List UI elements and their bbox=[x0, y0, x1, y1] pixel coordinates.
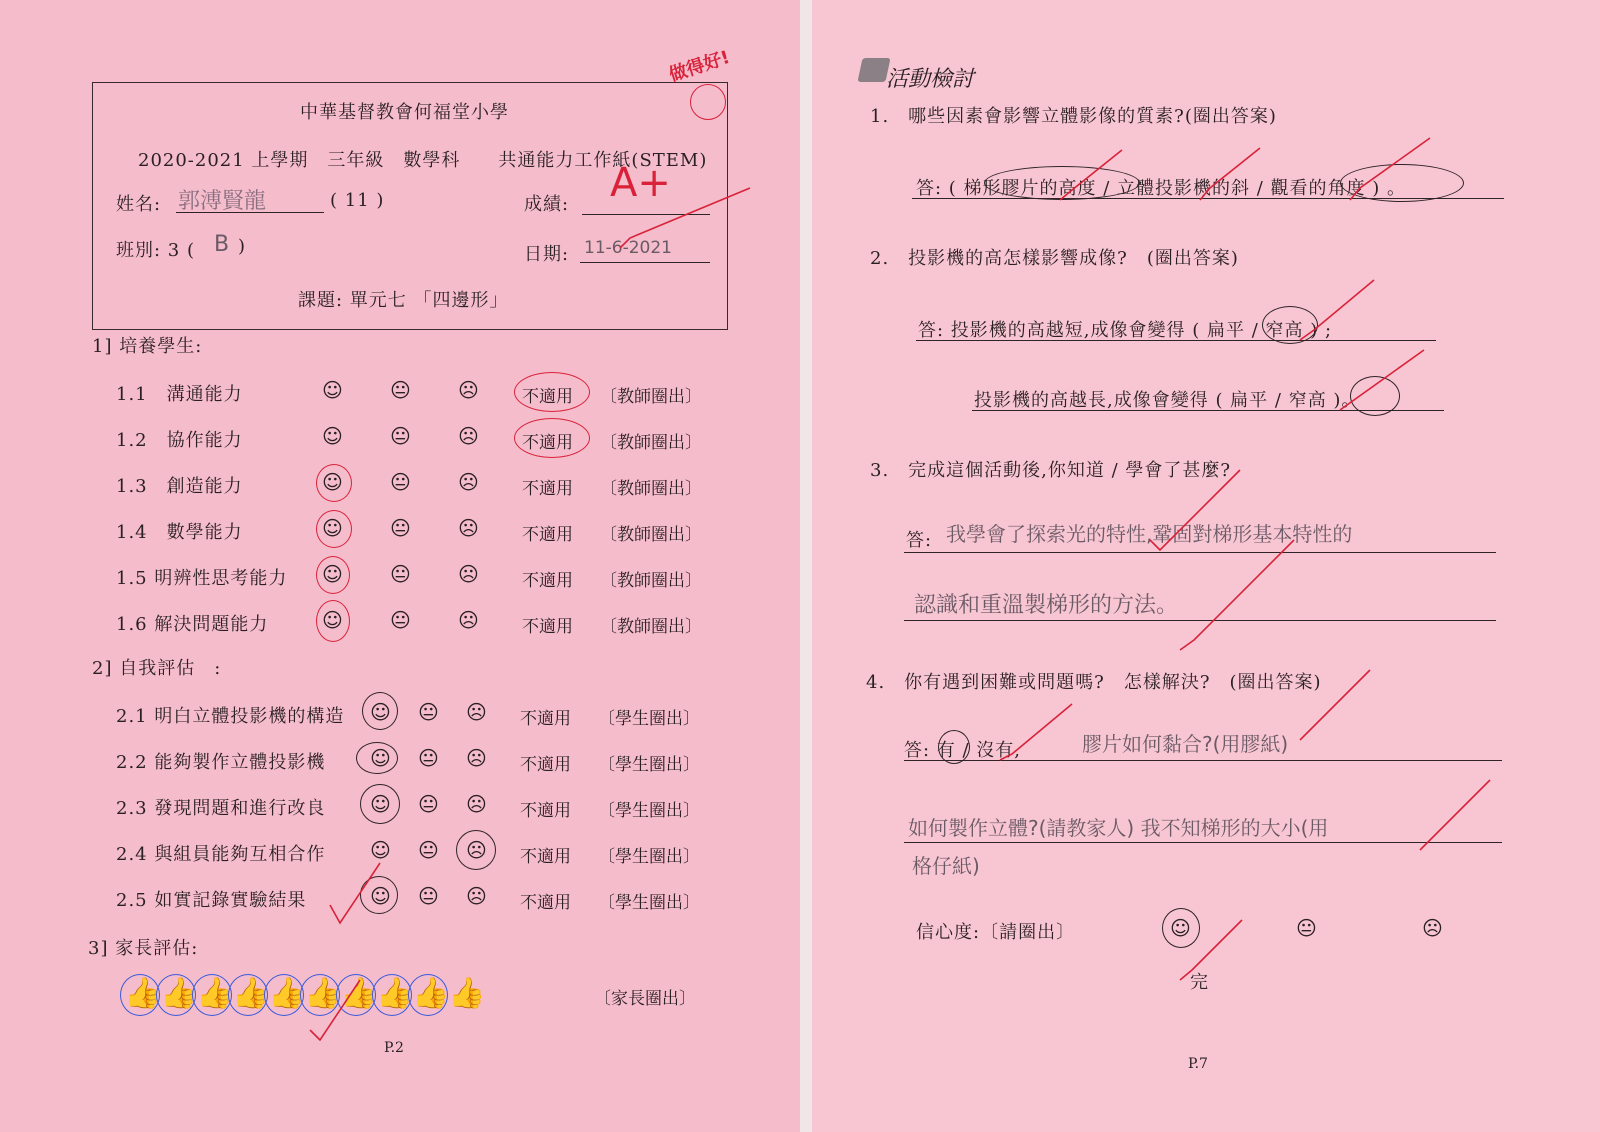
thumbs-up-icon: 👍 bbox=[124, 976, 162, 1011]
student-circle-note: 〔學生圈出〕 bbox=[598, 801, 700, 821]
black-circle-mark bbox=[360, 784, 400, 824]
end-mark: 完 bbox=[1190, 972, 1209, 993]
face-good-icon: ☺ bbox=[322, 470, 343, 494]
student-circle-note: 〔學生圈出〕 bbox=[598, 755, 700, 775]
self-eval-label: 2.2 能夠製作立體投影機 bbox=[116, 752, 326, 773]
blue-circle-mark bbox=[156, 974, 196, 1016]
answer-3-prefix: 答: bbox=[906, 530, 933, 551]
not-applicable: 不適用 bbox=[522, 433, 573, 453]
class-value: B bbox=[214, 232, 230, 257]
date-underline bbox=[580, 262, 710, 263]
worksheet-subtitle: 2020-2021 上學期 三年級 數學科 共通能力工作紙(STEM) bbox=[138, 150, 708, 171]
thumbs-up-icon: 👍 bbox=[448, 976, 486, 1011]
parent-circle-note: 〔家長圈出〕 bbox=[594, 989, 696, 1009]
question-4: 4. 你有遇到困難或問題嗎? 怎樣解決? (圈出答案) bbox=[866, 672, 1322, 693]
face-neutral-icon: 😐 bbox=[390, 470, 411, 494]
class-close: ) bbox=[238, 236, 247, 257]
face-good-icon: ☺ bbox=[322, 378, 343, 402]
face-neutral-icon: 😐 bbox=[418, 746, 439, 770]
teacher-praise: 做得好! bbox=[666, 46, 733, 87]
face-bad-icon: ☹ bbox=[466, 838, 487, 862]
blue-circle-mark bbox=[228, 974, 268, 1016]
face-bad-icon: ☹ bbox=[466, 700, 487, 724]
face-neutral-icon: 😐 bbox=[418, 884, 439, 908]
student-circle-note: 〔學生圈出〕 bbox=[598, 847, 700, 867]
teacher-circle-note: 〔教師圈出〕 bbox=[600, 387, 702, 407]
answer-2a: 答: 投影機的高越短,成像會變得 ( 扁平 / 窄高 ) ; bbox=[918, 320, 1333, 341]
face-bad-icon: ☹ bbox=[458, 608, 479, 632]
black-circle-mark bbox=[1340, 164, 1464, 202]
grade-underline bbox=[582, 214, 710, 215]
self-eval-label: 2.5 如實記錄實驗結果 bbox=[116, 890, 307, 911]
name-value: 郭溥賢龍 bbox=[178, 189, 267, 214]
face-bad-icon: ☹ bbox=[466, 884, 487, 908]
answer-4-line1-underline bbox=[904, 760, 1502, 761]
face-bad-icon: ☹ bbox=[466, 792, 487, 816]
question-1: 1. 哪些因素會影響立體影像的質素?(圈出答案) bbox=[870, 106, 1277, 127]
thumbs-up-icon: 👍 bbox=[376, 976, 414, 1011]
name-label: 姓名: bbox=[116, 194, 162, 215]
question-2: 2. 投影機的高怎樣影響成像? (圈出答案) bbox=[870, 248, 1239, 269]
grade-value: A+ bbox=[610, 160, 671, 206]
page-number: P.2 bbox=[384, 1040, 404, 1056]
face-good-icon: ☺ bbox=[370, 884, 391, 908]
answer-4-prefix: 答: 有 / 沒有, bbox=[904, 740, 1022, 761]
face-bad-icon: ☹ bbox=[458, 562, 479, 586]
black-circle-mark bbox=[360, 876, 398, 914]
date-label: 日期: bbox=[524, 244, 570, 265]
blue-circle-mark bbox=[372, 974, 412, 1016]
page-gutter bbox=[800, 0, 812, 1132]
class-label: 班別: 3 ( bbox=[116, 240, 195, 261]
not-applicable: 不適用 bbox=[520, 709, 571, 729]
blue-circle-mark bbox=[264, 974, 304, 1016]
answer-4-line2-underline bbox=[904, 842, 1502, 843]
section3-title: 3] 家長評估: bbox=[88, 938, 199, 959]
face-neutral-icon: 😐 bbox=[390, 562, 411, 586]
skill-label: 1.2 協作能力 bbox=[116, 430, 243, 451]
question-3: 3. 完成這個活動後,你知道 / 學會了甚麼? bbox=[870, 460, 1232, 481]
not-applicable: 不適用 bbox=[522, 387, 573, 407]
date-value: 11-6-2021 bbox=[584, 238, 672, 258]
class-number: ( 11 ) bbox=[330, 190, 385, 211]
thumbs-up-icon: 👍 bbox=[196, 976, 234, 1011]
black-circle-mark bbox=[984, 166, 1140, 200]
name-underline bbox=[176, 212, 324, 213]
teacher-circle-note: 〔教師圈出〕 bbox=[600, 525, 702, 545]
thumbs-up-icon: 👍 bbox=[340, 976, 378, 1011]
skill-label: 1.1 溝通能力 bbox=[116, 384, 243, 405]
face-bad-icon: ☹ bbox=[458, 516, 479, 540]
teacher-circle-note: 〔教師圈出〕 bbox=[600, 617, 702, 637]
not-applicable: 不適用 bbox=[520, 847, 571, 867]
answer-1: 答: ( 梯形膠片的高度 / 立體投影機的斜 / 觀看的角度 ) 。 bbox=[916, 178, 1407, 199]
face-good-icon: ☺ bbox=[322, 424, 343, 448]
red-circle-mark bbox=[316, 510, 352, 548]
not-applicable: 不適用 bbox=[520, 801, 571, 821]
face-neutral-icon: 😐 bbox=[1296, 916, 1317, 940]
face-neutral-icon: 😐 bbox=[390, 516, 411, 540]
school-name: 中華基督教會何福堂小學 bbox=[300, 102, 509, 123]
black-circle-mark bbox=[362, 692, 398, 730]
skill-label: 1.3 創造能力 bbox=[116, 476, 243, 497]
not-applicable: 不適用 bbox=[522, 571, 573, 591]
blue-circle-mark bbox=[408, 974, 448, 1016]
thumbs-up-icon: 👍 bbox=[160, 976, 198, 1011]
section1-title: 1] 培養學生: bbox=[92, 336, 203, 357]
grade-label: 成績: bbox=[524, 194, 570, 215]
not-applicable: 不適用 bbox=[520, 893, 571, 913]
thumbs-up-icon: 👍 bbox=[232, 976, 270, 1011]
face-neutral-icon: 😐 bbox=[390, 378, 411, 402]
not-applicable: 不適用 bbox=[522, 617, 573, 637]
face-neutral-icon: 😐 bbox=[390, 424, 411, 448]
face-good-icon: ☺ bbox=[322, 562, 343, 586]
thumbs-up-icon: 👍 bbox=[268, 976, 306, 1011]
section2-title: 2] 自我評估 : bbox=[92, 658, 222, 679]
face-bad-icon: ☹ bbox=[458, 424, 479, 448]
face-good-icon: ☺ bbox=[370, 700, 391, 724]
black-circle-mark bbox=[1350, 376, 1400, 416]
teacher-circle-note: 〔教師圈出〕 bbox=[600, 479, 702, 499]
blue-circle-mark bbox=[336, 974, 376, 1016]
face-neutral-icon: 😐 bbox=[418, 838, 439, 862]
self-eval-label: 2.1 明白立體投影機的構造 bbox=[116, 706, 345, 727]
face-good-icon: ☺ bbox=[322, 608, 343, 632]
review-heading: 活動檢討 bbox=[886, 67, 975, 92]
not-applicable: 不適用 bbox=[520, 755, 571, 775]
answer-3-line2: 認識和重溫製梯形的方法。 bbox=[914, 593, 1179, 618]
blue-circle-mark bbox=[300, 974, 340, 1016]
red-circle-mark bbox=[316, 464, 352, 502]
red-circle-mark bbox=[514, 418, 590, 458]
answer-3-line2-underline bbox=[904, 620, 1496, 621]
black-circle-mark bbox=[356, 742, 398, 774]
blue-circle-mark bbox=[192, 974, 232, 1016]
red-circle-mark bbox=[316, 600, 350, 642]
smiley-stamp-icon bbox=[690, 84, 726, 120]
answer-4-line3: 格仔紙) bbox=[912, 854, 980, 878]
skill-label: 1.6 解決問題能力 bbox=[116, 614, 269, 635]
student-circle-note: 〔學生圈出〕 bbox=[598, 709, 700, 729]
black-circle-mark bbox=[1262, 306, 1318, 344]
face-bad-icon: ☹ bbox=[466, 746, 487, 770]
answer-3-line1-underline bbox=[904, 552, 1496, 553]
face-neutral-icon: 😐 bbox=[418, 700, 439, 724]
page-number: P.7 bbox=[1188, 1056, 1208, 1072]
right-page bbox=[812, 0, 1600, 1132]
answer-4-line2: 如何製作立體?(請教家人) 我不知梯形的大小(用 bbox=[908, 816, 1329, 840]
face-good-icon: ☺ bbox=[370, 838, 391, 862]
answer-2b: 投影機的高越長,成像會變得 ( 扁平 / 窄高 )。 bbox=[974, 390, 1361, 411]
teacher-circle-note: 〔教師圈出〕 bbox=[600, 571, 702, 591]
answer-3-line1: 我學會了探索光的特性,鞏固對梯形基本特性的 bbox=[946, 522, 1353, 546]
skill-label: 1.5 明辨性思考能力 bbox=[116, 568, 288, 589]
face-bad-icon: ☹ bbox=[458, 378, 479, 402]
face-neutral-icon: 😐 bbox=[390, 608, 411, 632]
teacher-circle-note: 〔教師圈出〕 bbox=[600, 433, 702, 453]
face-neutral-icon: 😐 bbox=[418, 792, 439, 816]
topic: 課題: 單元七 「四邊形」 bbox=[298, 290, 509, 311]
black-circle-mark bbox=[938, 730, 970, 764]
answer-4-line1: 膠片如何黏合?(用膠紙) bbox=[1082, 732, 1289, 756]
face-good-icon: ☺ bbox=[370, 746, 391, 770]
skill-label: 1.4 數學能力 bbox=[116, 522, 243, 543]
black-circle-mark bbox=[456, 830, 496, 870]
blue-circle-mark bbox=[120, 974, 160, 1016]
student-circle-note: 〔學生圈出〕 bbox=[598, 893, 700, 913]
face-bad-icon: ☹ bbox=[1422, 916, 1443, 940]
black-circle-mark bbox=[1162, 908, 1200, 948]
red-circle-mark bbox=[316, 556, 350, 594]
not-applicable: 不適用 bbox=[522, 479, 573, 499]
face-bad-icon: ☹ bbox=[458, 470, 479, 494]
red-circle-mark bbox=[514, 372, 590, 412]
self-eval-label: 2.3 發現問題和進行改良 bbox=[116, 798, 326, 819]
confidence-label: 信心度:〔請圈出〕 bbox=[916, 922, 1076, 943]
thumbs-up-icon: 👍 bbox=[304, 976, 342, 1011]
face-good-icon: ☺ bbox=[370, 792, 391, 816]
self-eval-label: 2.4 與組員能夠互相合作 bbox=[116, 844, 326, 865]
thumbs-up-icon: 👍 bbox=[412, 976, 450, 1011]
not-applicable: 不適用 bbox=[522, 525, 573, 545]
answer-2a-underline bbox=[916, 340, 1436, 341]
face-good-icon: ☺ bbox=[322, 516, 343, 540]
face-good-icon: ☺ bbox=[1170, 916, 1191, 940]
